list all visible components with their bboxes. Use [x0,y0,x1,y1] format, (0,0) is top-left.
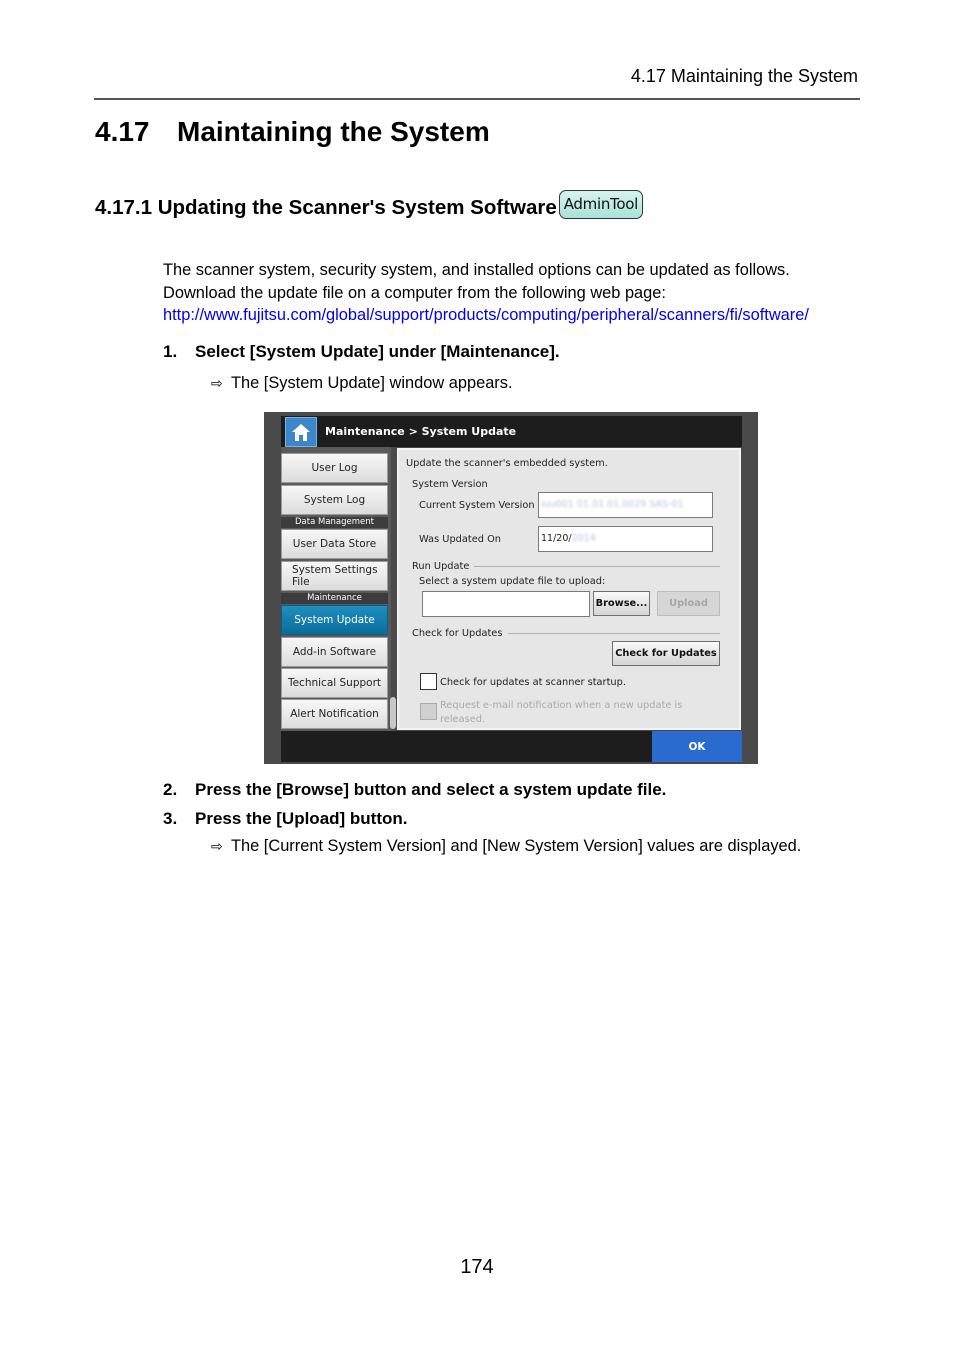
sidebar-section-maintenance: Maintenance [281,593,388,604]
ok-button[interactable]: OK [652,731,742,762]
arrow-right-icon: ⇨ [211,376,223,392]
check-startup-checkbox[interactable] [420,673,437,690]
result-text: The [System Update] window appears. [231,374,513,392]
sidebar-item-system-log[interactable]: System Log [281,485,388,515]
step-number: 1. [163,342,178,361]
check-for-updates-button[interactable]: Check for Updates [612,641,720,666]
step-number: 3. [163,809,178,828]
subsection-title: 4.17.1 Updating the Scanner's System Software [95,196,557,219]
intro-line-2: Download the update file on a computer from the following web page: [163,284,666,302]
step-number: 2. [163,780,178,799]
sidebar-item-alert-notification[interactable]: Alert Notification [281,699,388,729]
system-version-heading: System Version [412,479,488,490]
updated-on-field [538,526,713,552]
step-3-result [211,837,801,856]
intro-line-1: The scanner system, security system, and installed options can be updated as follows. [163,261,790,279]
header-rule [94,98,860,100]
download-link[interactable]: http://www.fujitsu.com/global/support/products/computing/peripheral/scanners/fi/software/ [163,306,809,324]
sidebar-item-add-in-software[interactable]: Add-in Software [281,637,388,667]
step-text: Press the [Browse] button and select a system update file. [195,780,667,799]
breadcrumb: Maintenance > System Update [325,425,517,438]
check-startup-label: Check for updates at scanner startup. [440,677,626,688]
admintool-badge: AdminTool [559,190,643,219]
subsection-heading [95,196,643,220]
section-number: 4.17 [95,116,150,147]
check-updates-divider [508,633,720,634]
upload-button[interactable]: Upload [657,591,720,616]
email-notify-checkbox[interactable] [420,703,437,720]
step-3 [163,809,408,829]
result-text: The [Current System Version] and [New System Version] values are displayed. [231,837,802,855]
step-text: Select [System Update] under [Maintenance]. [195,342,560,361]
check-updates-heading: Check for Updates [412,628,503,639]
step-1-result [211,374,513,393]
sidebar-item-technical-support[interactable]: Technical Support [281,668,388,698]
section-heading [95,116,490,148]
browse-button[interactable]: Browse... [593,591,650,616]
select-file-label: Select a system update file to upload: [419,576,606,587]
page-number: 174 [460,1256,494,1278]
updated-on-value-blurred: 2014 [571,533,596,544]
current-version-label: Current System Version [419,500,535,511]
section-title: Maintaining the System [177,116,490,147]
updated-on-value: 11/20/ [541,533,572,544]
run-update-heading: Run Update [412,561,470,572]
step-1 [163,342,560,362]
sidebar-item-system-update[interactable]: System Update [281,605,388,635]
home-icon [286,418,316,446]
current-version-value: iuu001 01.01.01.0029 SAS-01 [541,499,684,510]
current-version-field [538,492,713,518]
sidebar-scrollbar[interactable] [390,697,396,729]
sidebar-item-user-data-store[interactable]: User Data Store [281,529,388,559]
update-file-input[interactable] [422,591,590,617]
sidebar-section-data-management: Data Management [281,517,388,528]
panel-description: Update the scanner's embedded system. [406,458,608,469]
step-text: Press the [Upload] button. [195,809,408,828]
email-notify-label: Request e-mail notification when a new update is [440,700,683,711]
home-button[interactable] [285,417,317,447]
sidebar-item-user-log[interactable]: User Log [281,453,388,483]
running-header: 4.17 Maintaining the System [630,66,858,86]
sidebar-item-system-settings-file[interactable]: System Settings File [281,561,388,591]
step-2 [163,780,666,800]
updated-on-label: Was Updated On [419,534,502,545]
arrow-right-icon: ⇨ [211,839,223,855]
email-notify-label-continued: released. [440,714,486,725]
run-update-divider [474,566,720,567]
